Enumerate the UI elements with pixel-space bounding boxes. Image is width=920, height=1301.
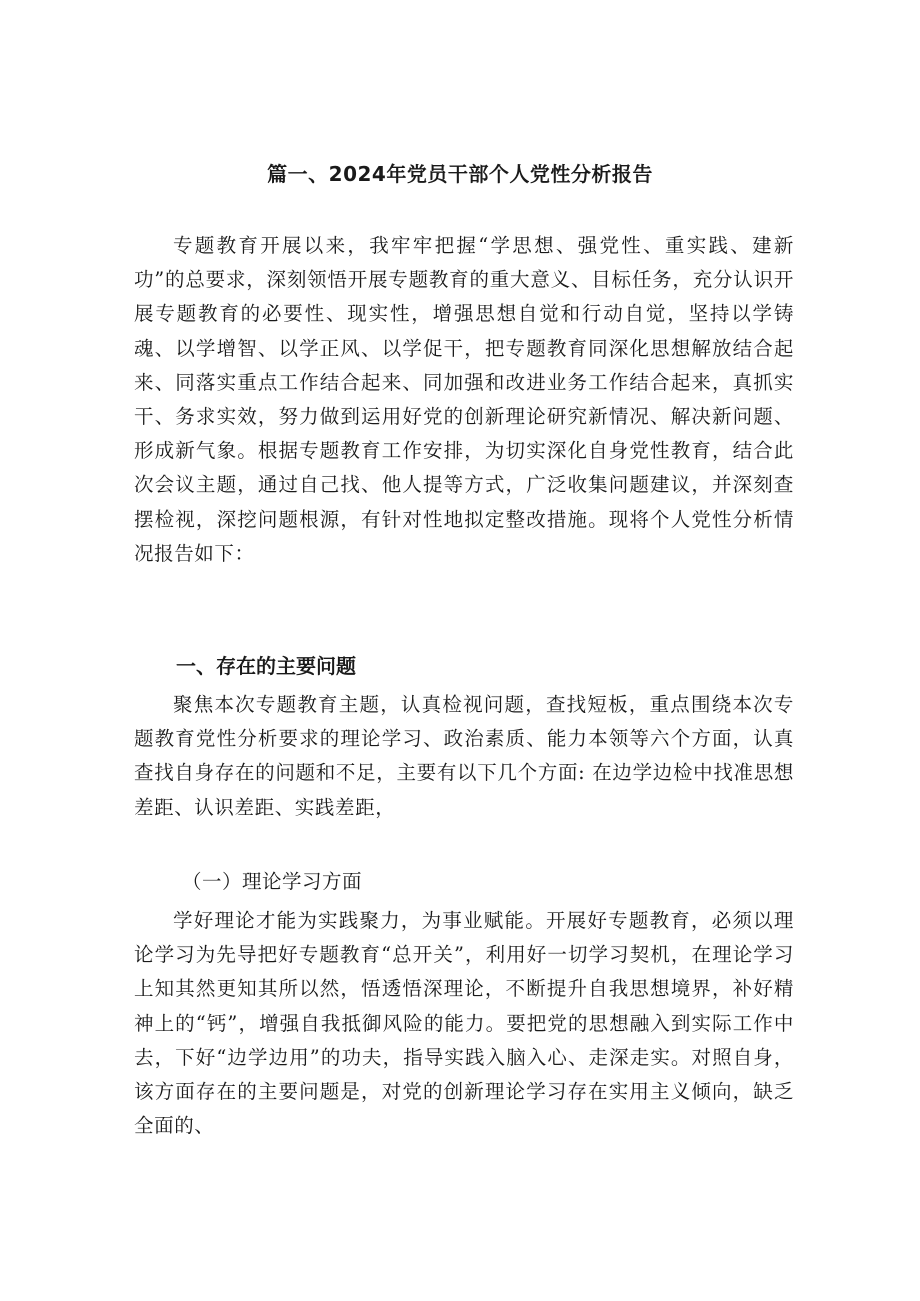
section-paragraph-main-problems: 聚焦本次专题教育主题，认真检视问题，查找短板，重点围绕本次专题教育党性分析要求的理论学习、政治素质、能力本领等六个方面，认真查找自身存在的问题和不足，主要有以下几个方面: 在边学边检中找准思想差距、认识差距、实践差距， (134, 693, 794, 819)
section-heading-main-problems: 一、存在的主要问题 (176, 654, 356, 678)
subsection-heading-theory-study: （一）理论学习方面 (182, 870, 363, 893)
intro-paragraph: 专题教育开展以来，我牢牢把握“学思想、强党性、重实践、建新功”的总要求，深刻领悟开展专题教育的重大意义、目标任务，充分认识开展专题教育的必要性、现实性，增强思想自觉和行动自觉，坚持以学铸魂、以学增智、以学正风、以学促干，把专题教育同深化思想解放结合起来、同落实重点工作结合起来、同加强和改进业务工作结合起来，真抓实干、务求实效，努力做到运用好党的创新理论研究新情况、解决新问题、形成新气象。根据专题教育工作安排，为切实深化自身党性教育，结合此次会议主题，通过自己找、他人提等方式，广泛收集问题建议，并深刻查摆检视，深挖问题根源，有针对性地拟定整改措施。现将个人党性分析情况报告如下： (134, 234, 794, 565)
subsection-paragraph-theory-study: 学好理论才能为实践聚力，为事业赋能。开展好专题教育，必须以理论学习为先导把好专题教育“总开关”，利用好一切学习契机，在理论学习上知其然更知其所以然，悟透悟深理论，不断提升自我思想境界，补好精神上的“钙”，增强自我抵御风险的能力。要把党的思想融入到实际工作中去，下好“边学边用”的功夫，指导实践入脑入心、走深走实。对照自身，该方面存在的主要问题是，对党的创新理论学习存在实用主义倾向，缺乏全面的、 (134, 909, 794, 1138)
document-title: 篇一、2024年党员干部个人党性分析报告 (267, 162, 653, 186)
